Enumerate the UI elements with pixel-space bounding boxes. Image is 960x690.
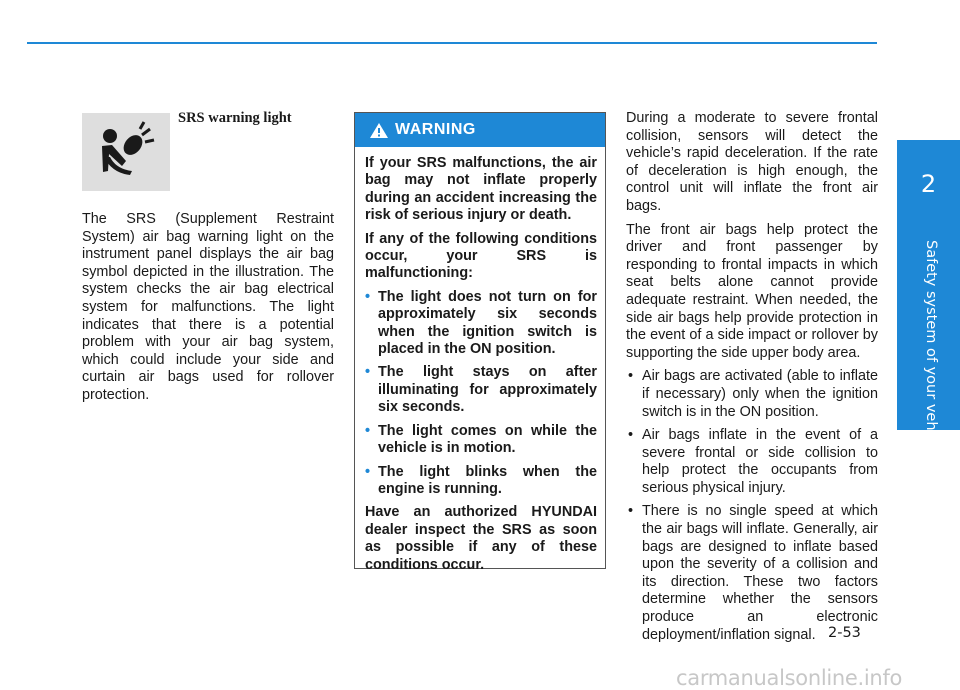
warning-triangle-icon (369, 122, 389, 139)
chapter-label: Safety system of your vehicle (923, 240, 939, 456)
warning-paragraph: Have an authorized HYUNDAI dealer inspect the SRS as soon as possible if any of these conditions occur. (365, 504, 597, 573)
chapter-tab (897, 140, 960, 456)
airbag-warning-icon (82, 113, 170, 191)
list-item: • Air bags are activated (able to inflate if necessary) only when the ignition switch is in the ON position. (628, 368, 878, 420)
list-item: • The light stays on after illuminating for approximately six seconds. (365, 364, 597, 416)
warning-body (355, 147, 605, 574)
paragraph: During a moderate to severe frontal collision, sensors will detect the vehicle’s rapid deceleration. If the rate of deceleration is high enough, the control unit will inflate the front air bags. (626, 110, 878, 214)
list-item: • The light does not turn on for approximately six seconds when the ignition switch is placed in the ON position. (365, 288, 597, 358)
section-title: SRS warning light (178, 110, 292, 126)
warning-header (355, 113, 605, 147)
list-item: • Air bags inflate in the event of a severe frontal or side collision to help protect the occupants from serious physical injury. (628, 427, 878, 496)
watermark: carmanualsonline.info (676, 666, 903, 690)
bullet-list (626, 368, 878, 644)
right-column (626, 110, 878, 650)
list-item: • There is no single speed at which the air bags will inflate. Generally, air bags are designed to inflate based upon the severity of a collision and its direction. These two factors determine whether the sensors produce an electronic deployment/inflation signal. (628, 503, 878, 643)
warning-paragraph: If your SRS malfunctions, the air bag may not inflate properly during an accident increasing the risk of serious injury or death. (365, 155, 597, 224)
warning-box (354, 112, 606, 573)
list-item: • The light comes on while the vehicle is in motion. (365, 422, 597, 457)
intro-paragraph: The SRS (Supplement Restraint System) air bag warning light on the instrument panel displays the air bag symbol depicted in the illustration. The system checks the air bag electrical system for malfunctions. The light indicates that there is a potential problem with your air bag system, which could include your side and curtain air bags used for rollover protection. (82, 211, 334, 403)
chapter-number: 2 (920, 170, 937, 198)
paragraph: The front air bags help protect the driver and front passenger by responding to frontal impacts in which seat belts alone cannot provide adequate restraint. When needed, the side air bags help provide protection in the event of a side impact or rollover by supporting the side upper body area. (626, 221, 878, 361)
list-item: • The light blinks when the engine is running. (365, 463, 597, 497)
warning-list (365, 289, 597, 498)
page-number: 2-53 (828, 625, 861, 641)
warning-title: WARNING (395, 121, 476, 138)
warning-paragraph: If any of the following conditions occur, your SRS is malfunctioning: (365, 230, 597, 282)
header-rule (27, 42, 877, 44)
